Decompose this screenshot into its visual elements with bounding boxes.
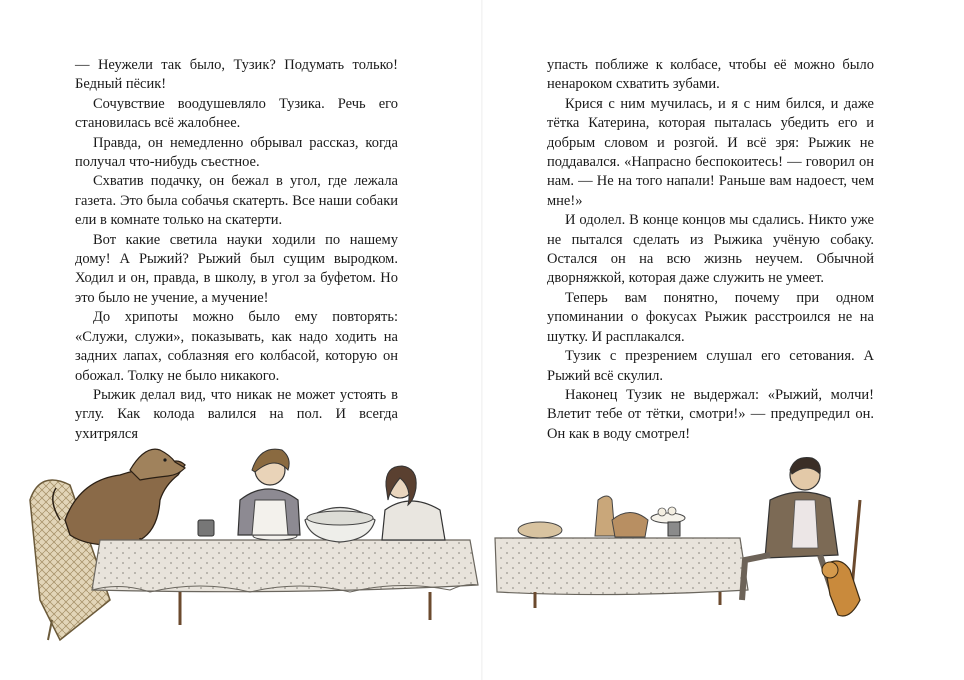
paragraph: упасть поближе к колбасе, чтобы её можно было ненароком схватить зубами.: [547, 57, 874, 93]
paragraph: Правда, он немедленно обрывал рассказ, когда получал что-нибудь съестное.: [75, 134, 398, 171]
dinner-table-illustration: [0, 440, 964, 680]
paragraph: Наконец Тузик не выдержал: «Рыжий, молчи! Влетит тебе от тётки, смотри!» — предупредил он. Он как в воду смотрел!: [547, 386, 874, 442]
paragraph: Тузик с презрением слушал его сетования. А Рыжий всё скулил.: [547, 348, 874, 384]
paragraph: Сочувствие воодушевляло Тузика. Речь его становилась всё жалобнее.: [75, 95, 398, 132]
paragraph: Схватив подачку, он бежал в угол, где лежала газета. Это была собачья скатерть. Все наши собаки ели в комнате только на скатерти.: [75, 173, 398, 229]
paragraph: И одолел. В конце концов мы сдались. Никто уже не пытался сделать из Рыжика учёную собаку. Остался он на всю жизнь неучем. Обычной дворняжкой, которая даже служить не умеет.: [547, 212, 874, 287]
paragraph: До хрипоты можно было ему повторять: «Служи, служи», показывать, как надо ходить на задних лапах, соблазняя его колбасой, которую он обожал. Толку не было никакого.: [75, 309, 398, 384]
left-text-column: [75, 56, 398, 444]
paragraph: Крися с ним мучилась, и я с ним бился, и даже тётка Катерина, которая пыталась убедить его и добрым словом и розгой. И всё зря: Рыжик не поддавался. «Напрасно беспокоитесь! — говорил он нам. — Не на того напали! Раньше вам надоест, чем мне!»: [547, 95, 874, 209]
girl-krisya: [382, 466, 445, 540]
right-text-column: [547, 56, 874, 444]
paragraph: — Неужели так было, Тузик? Подумать только! Бедный пёсик!: [75, 57, 398, 93]
paragraph: Вот какие светила науки ходили по нашему дому! А Рыжий? Рыжий был сущим выродком. Ходил и он, правда, в школу, в угол за буфетом. Но это было не учение, а мучение!: [75, 231, 398, 306]
paragraph: Рыжик делал вид, что никак не может устоять в углу. Как колода валился на пол. И всегда ухитрялся: [75, 386, 398, 442]
paragraph: Теперь вам понятно, почему при одном упоминании о фокусах Рыжик расстроился не на шутку. И расплакался.: [547, 289, 874, 345]
woman-aunt: [238, 449, 300, 535]
right-table: [495, 496, 748, 608]
